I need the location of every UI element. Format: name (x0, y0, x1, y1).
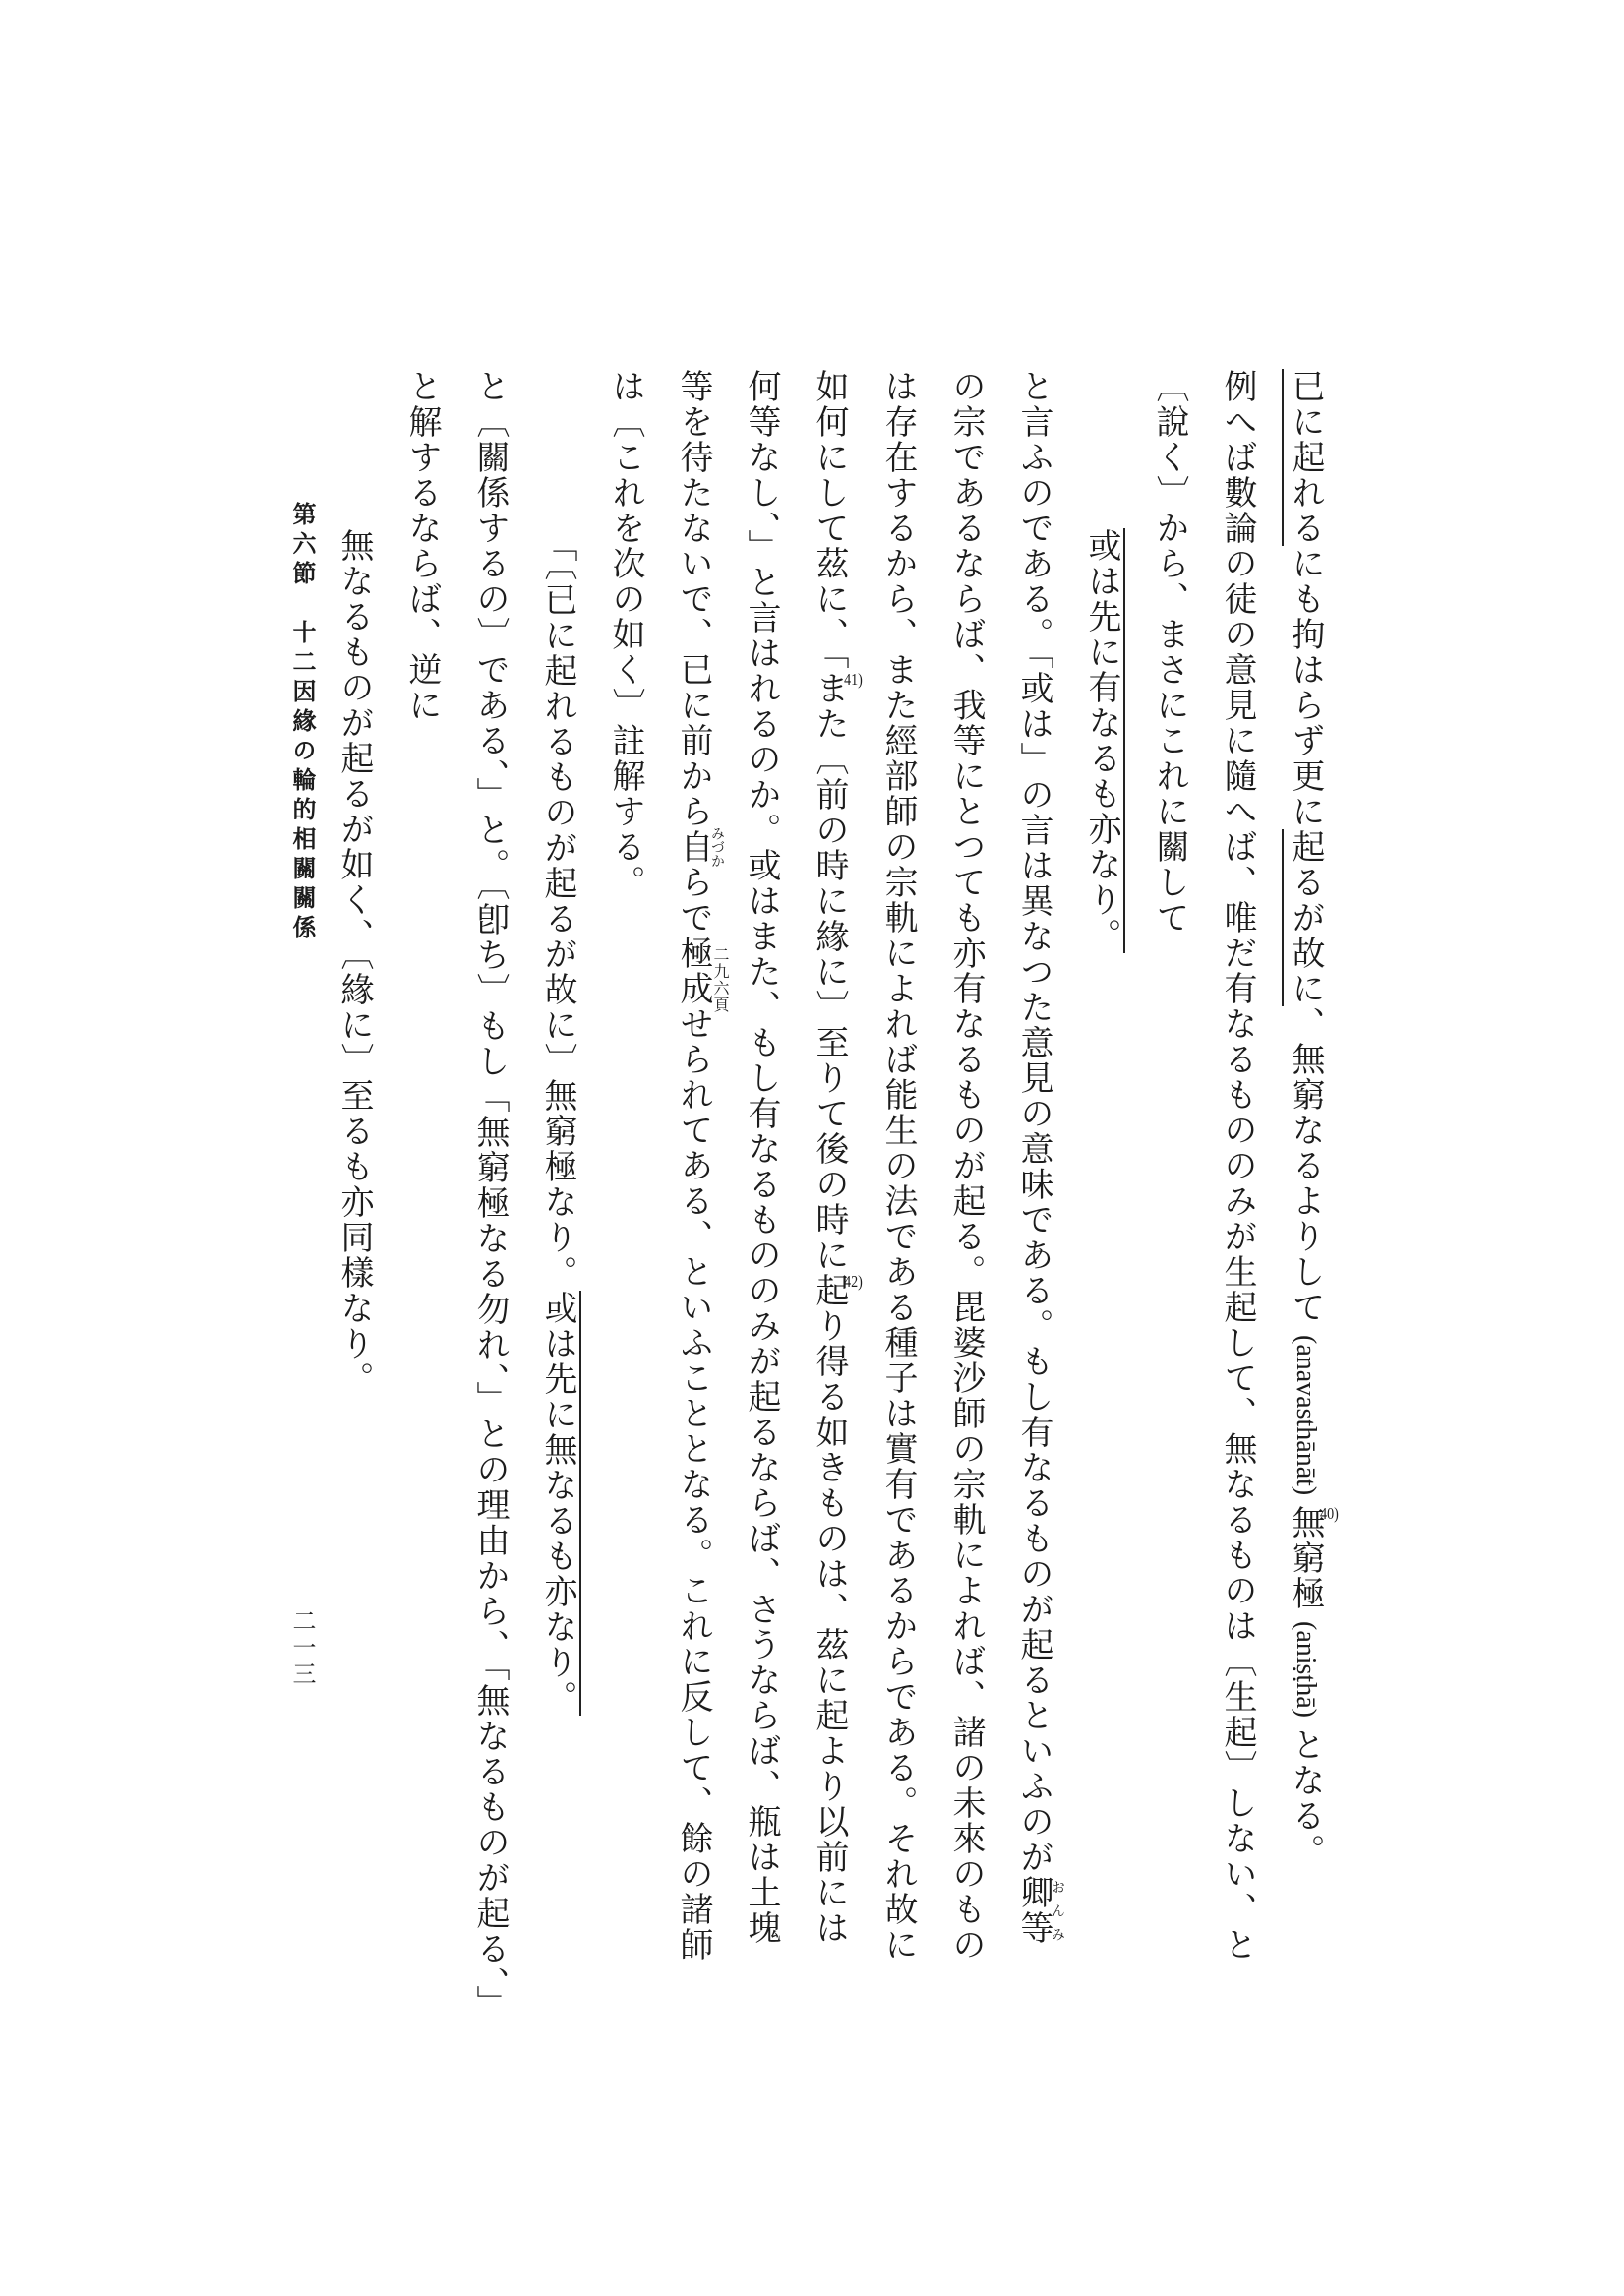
ruby-base: 自 (674, 826, 713, 868)
text-segment: 、無窮なるよりして (1286, 1006, 1325, 1325)
text-column-2 (1203, 369, 1271, 2100)
text-segment: と〔關係するの〕である、」と。〔卽ち〕もし「無窮極なる勿れ、」との理由から、「無なるものが起る、」 (470, 369, 510, 2021)
text-column-1 (1271, 369, 1340, 2100)
text-segment: 何等なし、」と言はれるのか。或はまた、もし有なるもののみが起るならば、さうならば、瓶は土塊 (742, 369, 781, 1946)
text-segment: は〔これを次の如く〕註解する。 (606, 369, 645, 900)
text-column-14 (388, 369, 455, 2100)
text-segment: らで極成せられてある、といふこととなる。これに反して、餘の諸師 (674, 865, 713, 1963)
sidelined-phrase: 已に起れる (1282, 369, 1325, 546)
page-reference-note: 二九六頁 (711, 946, 730, 1013)
sanskrit-term: (anavasthānāt) (1291, 1335, 1321, 1496)
ruby-reading: おんみ (1050, 1875, 1065, 1946)
text-column-6 (932, 369, 999, 2100)
text-column-5 (999, 369, 1067, 2100)
page-number: 二一三 (288, 1608, 316, 1688)
text-segment: 等を待たないで、已に前から (674, 369, 713, 829)
footnote-marker: 42) (844, 1273, 863, 1290)
ruby-reading: みづか (709, 826, 725, 868)
text-segment: の宗であるならば、我等にとつても亦有なるものが起る。毘婆沙師の宗軌によれば、諸の未來のもの (946, 369, 986, 1963)
section-running-head: 第六節 十二因緣の輪的相關關係 (288, 502, 317, 944)
verse-line-sidelined: 或は先に無なるも亦なり。 (538, 1291, 581, 1716)
text-segment: と言ふのである。「或は」の言は異なつた意見の意味である。もし有なるものが起るといふのが (1014, 369, 1053, 1875)
sidelined-phrase: 起るが故に (1282, 829, 1325, 1006)
verse-line: 無なるものが起るが如く、〔緣に〕至るも亦同樣なり。 (334, 528, 374, 1397)
text-column-8 (795, 369, 864, 2100)
sanskrit-term: (aniṣṭhā) (1291, 1621, 1321, 1719)
verse-line: 「〔已に起れるものが起るが故に〕無窮極なり。 (538, 528, 577, 1291)
ruby-annotated-word (1014, 1875, 1065, 1946)
text-segment: また〔前の時に緣に〕至りて後の時に (810, 671, 849, 1273)
ruby-base: 卿等 (1014, 1875, 1053, 1946)
verse-column-15 (320, 369, 388, 2100)
text-column-13 (455, 369, 523, 2100)
text-segment: 起り得る如きものは、茲に起より以前には (810, 1273, 849, 1946)
text-segment: 〔說く〕から、まさにこれに關して (1150, 369, 1189, 936)
text-segment: 如何にして茲に、「 (810, 369, 849, 671)
text-segment: 無窮極 (1286, 1505, 1325, 1612)
body-text (320, 369, 1340, 2100)
footnote-marker: 40) (1320, 1505, 1339, 1523)
verse-column-4 (1067, 369, 1135, 2100)
footnote-marker: 41) (844, 671, 863, 688)
text-column-10 (659, 369, 727, 2100)
text-segment: にも拘はらず更に (1286, 546, 1325, 829)
text-segment: と解するならば、逆に (402, 369, 442, 723)
verse-column-12 (523, 369, 591, 2100)
text-column-3 (1135, 369, 1203, 2100)
verse-line: 或は先に有なるも亦なり。 (1082, 528, 1125, 953)
text-column-9 (727, 369, 795, 2100)
text-column-11 (591, 369, 659, 2100)
text-column-7 (864, 369, 932, 2100)
text-segment: は存在するから、また經部師の宗軌によれば能生の法である種子は實有であるからである。それ故に (878, 369, 918, 1963)
ruby-annotated-word (674, 826, 725, 868)
text-segment: 例へば數論の徒の意見に隨へば、唯だ有なるもののみが生起して、無なるものは〔生起〕しない、と (1218, 369, 1257, 1963)
text-segment: となる。 (1286, 1727, 1325, 1870)
